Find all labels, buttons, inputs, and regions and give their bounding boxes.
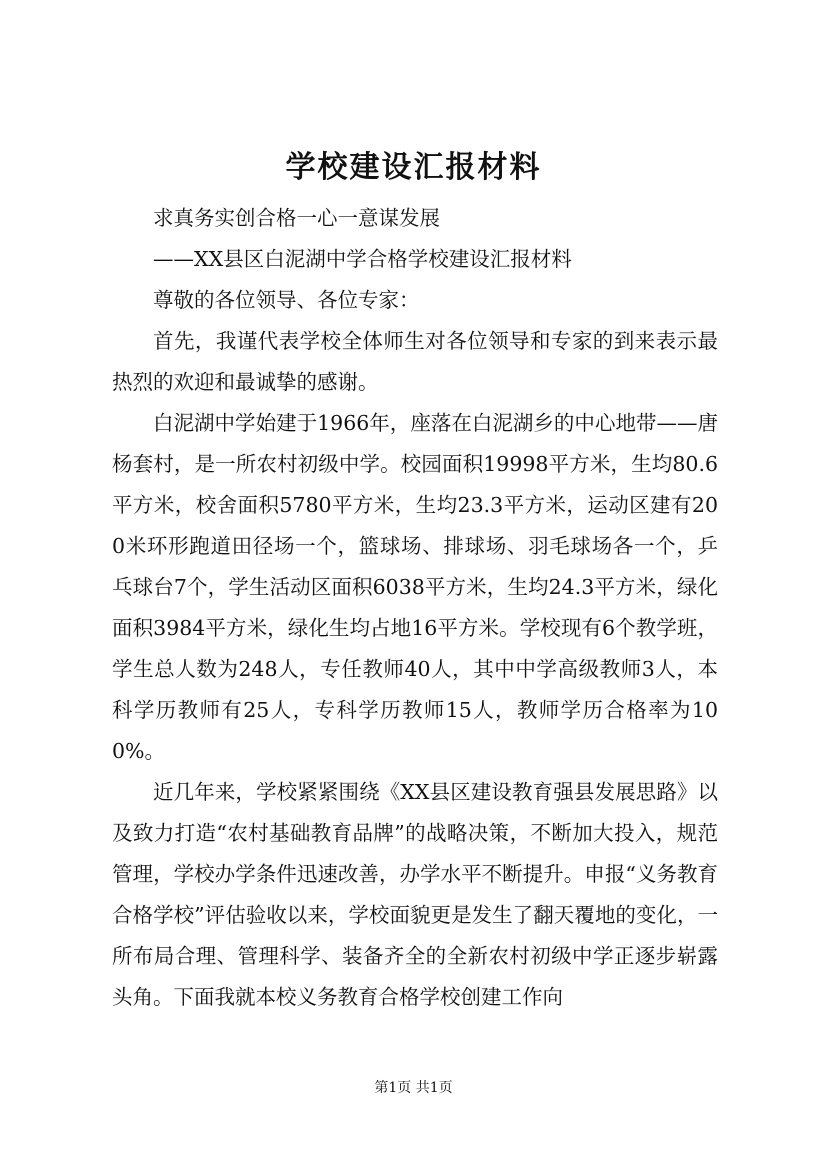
paragraph-subtitle: 求真务实创合格一心一意谋发展	[153, 206, 440, 230]
paragraph-welcome: 首先，我谨代表学校全体师生对各位领导和专家的到来表示最热烈的欢迎和最诚挚的感谢。	[112, 329, 718, 394]
paragraph-recent-development: 近几年来，学校紧紧围绕《XX县区建设教育强县发展思路》以及致力打造“农村基础教育品牌”的战略决策，不断加大投入，规范管理，学校办学条件迅速改善，办学水平不断提升。申报“义务教育合格学校”评估验收以来，学校面貌更是发生了翻天覆地的变化，一所布局合理、管理科学、装备齐全的全新农村初级中学正逐步崭露头角。下面我就本校义务教育合格学校创建工作向	[112, 780, 718, 1009]
document-title: 学校建设汇报材料	[285, 150, 542, 185]
paragraph-subheading: ——XX县区白泥湖中学合格学校建设汇报材料	[153, 247, 572, 271]
paragraph-salutation: 尊敬的各位领导、各位专家：	[153, 288, 420, 312]
document-body	[112, 198, 718, 1018]
paragraph-school-overview: 白泥湖中学始建于1966年，座落在白泥湖乡的中心地带——唐杨套村，是一所农村初级中学。校园面积19998平方米，生均80.6平方米，校舍面积5780平方米，生均23.3平方米，运动区建有200米环形跑道田径场一个，篮球场、排球场、羽毛球场各一个，乒乓球台7个，学生活动区面积6038平方米，生均24.3平方米，绿化面积3984平方米，绿化生均占地16平方米。学校现有6个教学班，学生总人数为248人，专任教师40人，其中中学高级教师3人，本科学历教师有25人，专科学历教师15人，教师学历合格率为100%。	[112, 411, 718, 763]
page-footer: 第1页 共1页	[374, 1080, 453, 1096]
